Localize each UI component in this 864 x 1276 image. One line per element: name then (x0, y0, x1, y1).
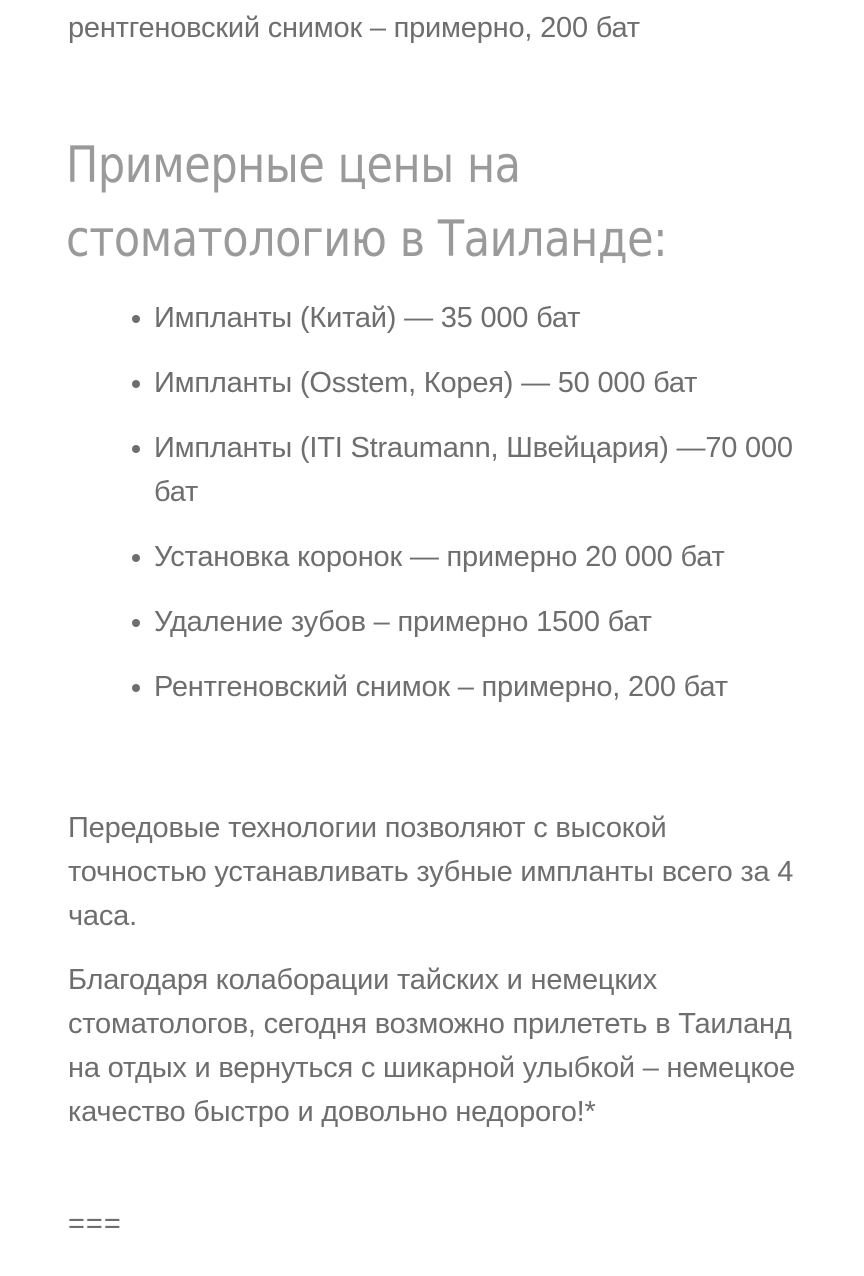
list-item (132, 426, 812, 514)
list-item-text: Установка коронок — примерно 20 000 бат (154, 541, 725, 573)
list-item (132, 600, 812, 644)
paragraph-collaboration: Благодаря колаборации тайских и немецких стоматологов, сегодня возможно прилететь в Таиланд на отдых и вернуться с шикарной улыбкой – немецкое качество быстро и довольно недорого!* (68, 964, 796, 1128)
list-item (132, 296, 812, 340)
bullet-icon (132, 380, 140, 388)
bullet-icon (132, 619, 140, 627)
list-item (132, 361, 812, 405)
bullet-icon (132, 554, 140, 562)
list-item-text: Рентгеновский снимок – примерно, 200 бат (154, 671, 728, 703)
list-item-text: Импланты (Osstem, Корея) — 50 000 бат (154, 367, 698, 399)
list-item-text: Удаление зубов – примерно 1500 бат (154, 606, 652, 638)
paragraph-technology: Передовые технологии позволяют с высокой точностью устанавливать зубные импланты всего за 4 часа. (68, 812, 794, 932)
list-item-text: Импланты (Китай) — 35 000 бат (154, 302, 581, 334)
section-heading: Примерные цены на стоматологию в Таиланде: (66, 136, 668, 268)
previous-text-line: рентгеновский снимок – примерно, 200 бат (68, 12, 640, 44)
list-item (132, 535, 812, 579)
price-list (132, 296, 812, 730)
bullet-icon (132, 315, 140, 323)
bullet-icon (132, 684, 140, 692)
list-item-text: Импланты (ITI Straumann, Швейцария) —70 000 бат (154, 432, 793, 508)
bullet-icon (132, 445, 140, 453)
text-separator: === (68, 1208, 122, 1240)
list-item (132, 665, 812, 709)
